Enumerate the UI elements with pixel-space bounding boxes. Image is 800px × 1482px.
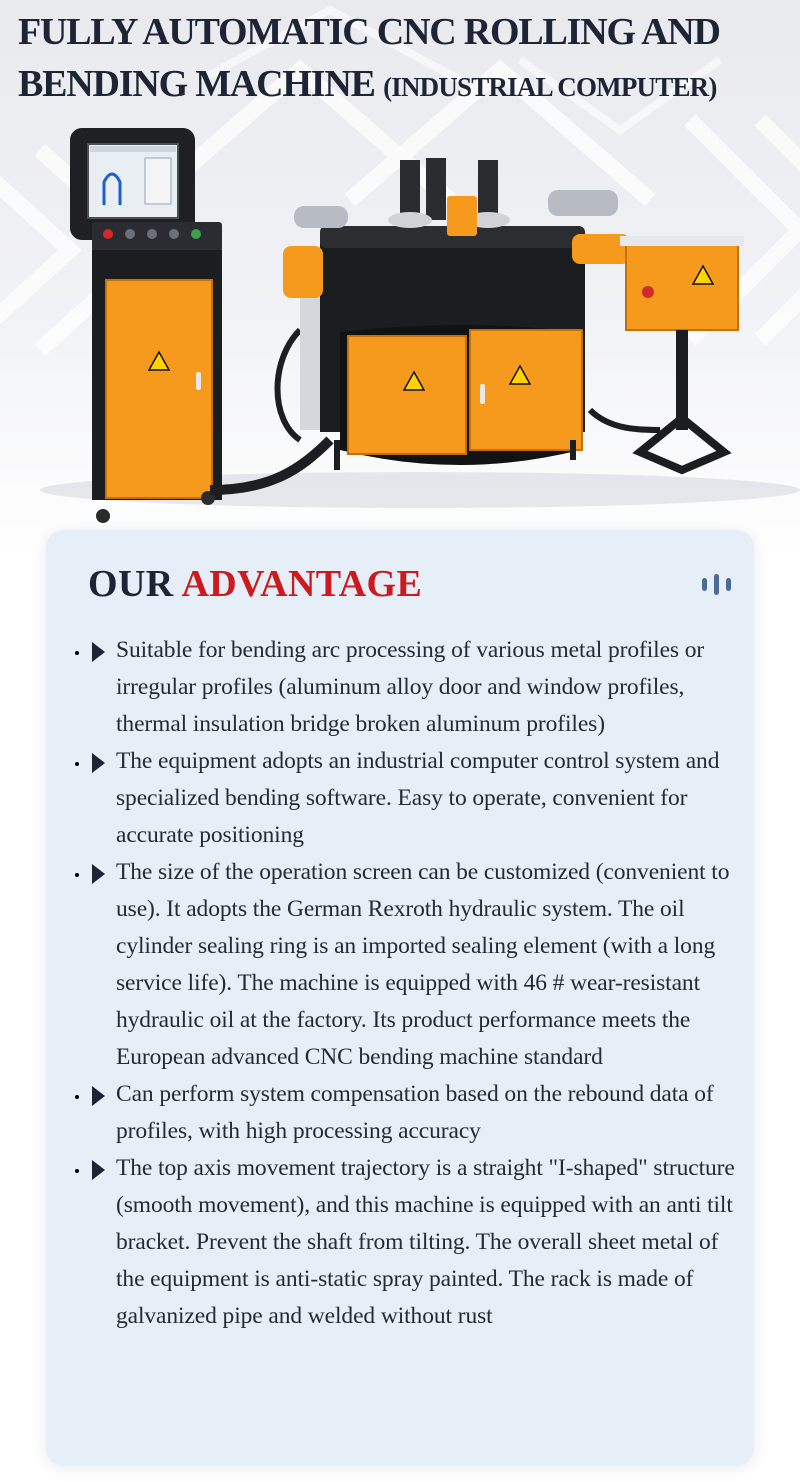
triangle-right-icon	[92, 1160, 105, 1180]
list-item	[90, 854, 750, 1076]
list-item-text: • The size of the operation screen can be customized (convenient to use). It adopts the German Rexroth hydraulic system. The oil cylinder sealing ring is an imported sealing element (with a long service life). The machine is equipped with 46 # wear-resistant hydraulic oil at the factory. Its product performance meets the European advanced CNC bending machine standard	[116, 859, 730, 1070]
control-cabinet	[70, 128, 222, 523]
list-item-text: • Can perform system compensation based on the rebound data of profiles, with high processing accuracy	[116, 1081, 714, 1144]
list-item	[90, 1076, 750, 1150]
hero-banner	[0, 0, 800, 560]
triangle-right-icon	[92, 1086, 105, 1106]
advantage-list	[90, 632, 750, 1335]
advantage-heading	[88, 560, 422, 608]
title-line-1: FULLY AUTOMATIC CNC ROLLING AND	[18, 11, 720, 53]
three-bars-icon	[702, 574, 738, 594]
list-item-text: • The top axis movement trajectory is a straight "I-shaped" structure (smooth movement), and this machine is equipped with an anti tilt bracket. Prevent the shaft from tilting. The overall sheet metal of the equipment is anti-static spray painted. The rack is made of galvanized pipe and welded without rust	[116, 1155, 735, 1329]
heading-dark: OUR	[88, 563, 174, 605]
bending-machine	[283, 158, 630, 470]
list-item-text: • Suitable for bending arc processing of various metal profiles or irregular profiles (aluminum alloy door and window profiles, thermal insulation bridge broken aluminum profiles)	[116, 637, 705, 737]
triangle-right-icon	[92, 642, 105, 662]
electrical-box	[620, 236, 744, 470]
list-item-text: • The equipment adopts an industrial computer control system and specialized bending software. Easy to operate, convenient for accurate positioning	[116, 748, 720, 848]
advantage-card	[46, 530, 754, 1466]
list-item	[90, 1150, 750, 1335]
machine-photo	[0, 0, 800, 560]
title-line-2-sub: (INDUSTRIAL COMPUTER)	[383, 72, 717, 102]
title-line-2-main: BENDING MACHINE	[18, 63, 375, 105]
heading-accent: ADVANTAGE	[181, 563, 423, 605]
list-item	[90, 743, 750, 854]
triangle-right-icon	[92, 864, 105, 884]
triangle-right-icon	[92, 753, 105, 773]
list-item	[90, 632, 750, 743]
